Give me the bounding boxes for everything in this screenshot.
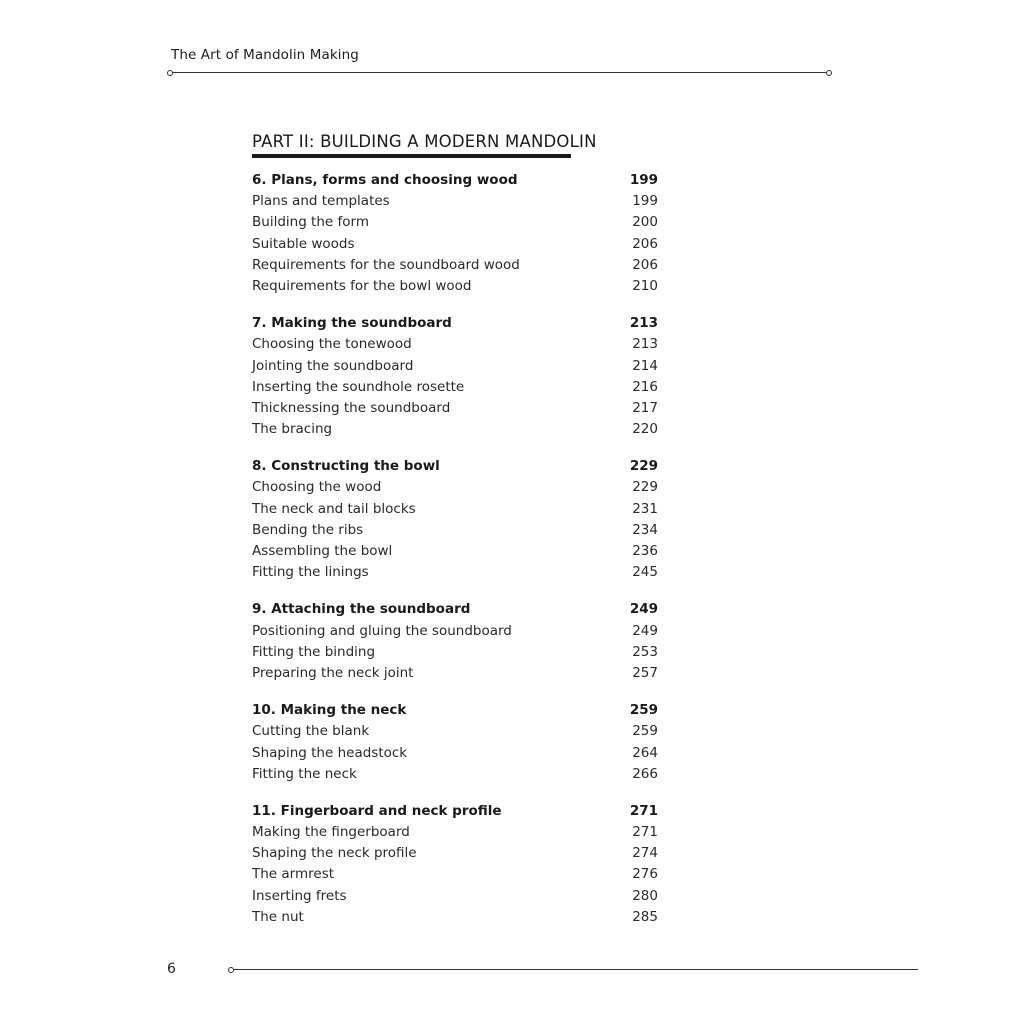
toc-entry-row-page-number: 257 — [632, 664, 658, 681]
header-rule — [170, 72, 829, 73]
toc-section — [252, 599, 658, 684]
toc-chapter-row-page-number: 271 — [629, 802, 658, 819]
toc-entry-row-title: Inserting the soundhole rosette — [252, 378, 465, 395]
toc-entry-row-title: Shaping the neck profile — [252, 845, 417, 862]
toc-chapter-row — [252, 170, 658, 191]
toc-entry-row-page-number: 245 — [632, 564, 658, 581]
toc-entry-row — [252, 477, 658, 498]
toc-entry-row-title: Building the form — [252, 214, 369, 231]
toc-entry-row — [252, 721, 658, 742]
toc-chapter-row — [252, 599, 658, 620]
toc-entry-row-title: Choosing the tonewood — [252, 336, 412, 353]
toc-chapter-row-page-number: 249 — [629, 601, 658, 618]
toc-entry-row-page-number: 229 — [632, 479, 658, 496]
toc-entry-row — [252, 907, 658, 928]
toc-entry-row — [252, 642, 658, 663]
toc-entry-row — [252, 886, 658, 907]
toc-entry-row-page-number: 206 — [632, 235, 658, 252]
rule-end-dot — [167, 70, 173, 76]
toc-entry-row-page-number: 199 — [632, 193, 658, 210]
toc-entry-row — [252, 398, 658, 419]
toc-chapter-row-title: 9. Attaching the soundboard — [252, 601, 471, 618]
toc-entry-row — [252, 276, 658, 297]
rule-end-dot — [826, 70, 832, 76]
toc-entry-row-title: The armrest — [252, 866, 335, 883]
toc-chapter-row-title: 7. Making the soundboard — [252, 315, 452, 332]
toc-entry-row — [252, 234, 658, 255]
toc-entry-row-title: The nut — [252, 908, 304, 925]
toc-entry-row-page-number: 280 — [632, 887, 658, 904]
toc-entry-row-page-number: 271 — [632, 824, 658, 841]
toc-entry-row-title: Fitting the neck — [252, 765, 357, 782]
toc-entry-row — [252, 864, 658, 885]
toc-entry-row — [252, 822, 658, 843]
toc-chapter-row-page-number: 259 — [629, 702, 658, 719]
toc-chapter-row — [252, 700, 658, 721]
toc-entry-row — [252, 562, 658, 583]
toc-entry-row — [252, 843, 658, 864]
toc-entry-row-page-number: 213 — [632, 336, 658, 353]
toc-entry-row — [252, 520, 658, 541]
toc-entry-row — [252, 419, 658, 440]
toc-entry-row-page-number: 234 — [632, 521, 658, 538]
toc-entry-row-page-number: 285 — [632, 908, 658, 925]
toc-entry-row — [252, 663, 658, 684]
toc-section — [252, 456, 658, 583]
toc-entry-row-page-number: 220 — [632, 421, 658, 438]
toc-entry-row — [252, 499, 658, 520]
toc-entry-row-page-number: 236 — [632, 543, 658, 559]
toc-entry-row-title: Plans and templates — [252, 193, 390, 210]
toc-entry-row-page-number: 274 — [632, 845, 658, 862]
toc-entry-row-title: The neck and tail blocks — [252, 500, 416, 517]
toc-entry-row — [252, 764, 658, 785]
toc-chapter-row-page-number: 213 — [629, 315, 658, 332]
toc-section — [252, 700, 658, 785]
toc-entry-row-title: Suitable woods — [252, 235, 355, 252]
toc-entry-row-title: Preparing the neck joint — [252, 664, 414, 681]
toc-chapter-row — [252, 456, 658, 477]
toc-entry-row-title: Assembling the bowl — [252, 543, 393, 559]
toc-entry-row-title: Requirements for the soundboard wood — [252, 256, 520, 273]
toc-entry-row-page-number: 264 — [632, 744, 658, 761]
toc-entry-row-title: Inserting frets — [252, 887, 347, 904]
toc-entry-row-title: Jointing the soundboard — [252, 357, 414, 374]
toc-entry-row-title: The bracing — [252, 421, 333, 438]
toc-section — [252, 313, 658, 440]
toc-chapter-row-page-number: 229 — [629, 458, 658, 475]
toc-entry-row-title: Fitting the binding — [252, 643, 376, 660]
toc-chapter-row-title: 11. Fingerboard and neck profile — [252, 802, 502, 819]
running-head-title: The Art of Mandolin Making — [171, 47, 359, 63]
toc-section — [252, 801, 658, 928]
toc-entry-row — [252, 255, 658, 276]
toc-entry-row-page-number: 206 — [632, 256, 658, 273]
page-number: 6 — [167, 961, 176, 977]
toc-entry-row-title: Thicknessing the soundboard — [252, 399, 451, 416]
toc-entry-row-page-number: 276 — [632, 866, 658, 883]
toc-entry-row-title: Choosing the wood — [252, 479, 382, 496]
toc-entry-row — [252, 377, 658, 398]
table-of-contents — [252, 170, 658, 944]
toc-entry-row-page-number: 266 — [632, 765, 658, 782]
toc-entry-row-page-number: 200 — [632, 214, 658, 231]
toc-entry-row — [252, 621, 658, 642]
toc-chapter-row-title: 6. Plans, forms and choosing wood — [252, 172, 518, 188]
toc-section — [252, 170, 658, 297]
toc-entry-row — [252, 191, 658, 212]
part-title-underline — [252, 154, 571, 158]
toc-chapter-row-title: 10. Making the neck — [252, 702, 407, 719]
toc-chapter-row-title: 8. Constructing the bowl — [252, 458, 440, 475]
toc-chapter-row — [252, 801, 658, 822]
toc-chapter-row-page-number: 199 — [629, 172, 658, 188]
toc-entry-row — [252, 743, 658, 764]
toc-chapter-row — [252, 313, 658, 334]
toc-entry-row-page-number: 217 — [632, 399, 658, 416]
toc-entry-row-title: Positioning and gluing the soundboard — [252, 622, 512, 639]
toc-entry-row — [252, 334, 658, 355]
toc-entry-row-page-number: 214 — [632, 357, 658, 374]
toc-entry-row-page-number: 253 — [632, 643, 658, 660]
toc-entry-row-title: Making the fingerboard — [252, 824, 410, 841]
toc-entry-row-page-number: 216 — [632, 378, 658, 395]
toc-entry-row-title: Cutting the blank — [252, 723, 370, 740]
toc-entry-row-title: Bending the ribs — [252, 521, 364, 538]
toc-entry-row-page-number: 210 — [632, 277, 658, 294]
part-title: PART II: BUILDING A MODERN MANDOLIN — [252, 132, 597, 151]
footer-rule — [231, 969, 918, 970]
toc-entry-row-title: Requirements for the bowl wood — [252, 277, 472, 294]
toc-entry-row-page-number: 231 — [632, 500, 658, 517]
toc-entry-row — [252, 356, 658, 377]
toc-entry-row — [252, 541, 658, 562]
rule-end-dot — [228, 967, 234, 973]
toc-entry-row-title: Shaping the headstock — [252, 744, 408, 761]
toc-entry-row-page-number: 249 — [632, 622, 658, 639]
toc-entry-row-title: Fitting the linings — [252, 564, 369, 581]
toc-entry-row-page-number: 259 — [632, 723, 658, 740]
toc-entry-row — [252, 212, 658, 233]
